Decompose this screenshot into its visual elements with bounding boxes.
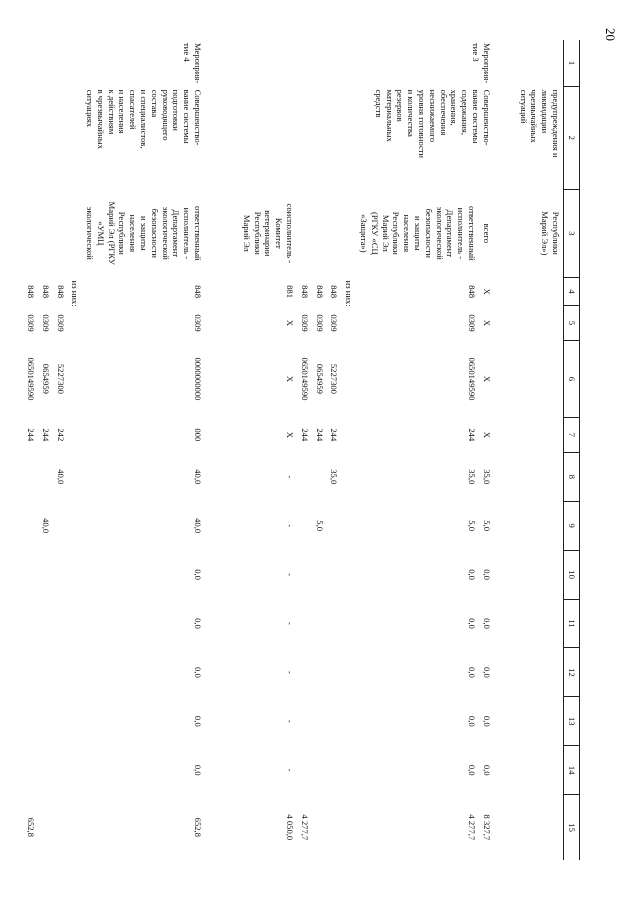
value-cell: 848	[467, 285, 478, 299]
cell-line: «Защита»)	[359, 214, 370, 253]
value-cell: 0,0	[467, 618, 478, 629]
value-cell	[23, 550, 38, 599]
cell-line: вание системы	[182, 89, 193, 144]
cell	[68, 452, 83, 501]
value-cell	[297, 550, 312, 599]
value-cell	[53, 648, 68, 697]
value-cell	[38, 599, 53, 648]
value-cell: 0,0	[193, 715, 204, 727]
cell	[68, 501, 83, 550]
cell-line: безопасности	[423, 208, 434, 258]
executor-cell	[68, 189, 83, 278]
header-cell: 15	[564, 795, 580, 860]
value-cell	[53, 746, 68, 795]
value-cell: 244	[40, 428, 51, 442]
cell	[516, 87, 564, 190]
value-cell	[327, 746, 342, 795]
executor-cell	[82, 189, 205, 278]
cell-line: населения	[128, 214, 139, 253]
executor-cell	[341, 189, 356, 278]
value-cell	[38, 697, 53, 746]
value-cell: 4 050,0	[285, 814, 296, 841]
page-number: 20	[603, 28, 618, 41]
spacer-cell	[494, 40, 516, 87]
header-cell: 5	[564, 306, 580, 341]
value-cell: 848	[55, 285, 66, 299]
value-cell: 244	[314, 428, 325, 442]
value-cell	[23, 452, 38, 501]
cell-line: «УМЦ	[95, 221, 106, 246]
value-cell: 244	[299, 428, 310, 442]
spacer-cell	[205, 648, 239, 697]
spacer-cell	[205, 189, 239, 278]
value-cell	[23, 599, 38, 648]
value-cell	[38, 452, 53, 501]
executor-cell	[53, 189, 68, 278]
cell-line: и количества	[406, 89, 417, 137]
cell	[68, 599, 83, 648]
value-cell	[312, 697, 327, 746]
executor-cell	[239, 189, 297, 278]
cell	[341, 697, 356, 746]
value-cell: X	[285, 319, 296, 327]
value-cell: 0650149590	[25, 357, 36, 401]
spacer-cell	[205, 697, 239, 746]
value-cell: 000	[193, 428, 204, 442]
cell-line: Республики	[252, 211, 263, 255]
value-cell	[312, 746, 327, 795]
measure-name	[239, 40, 494, 87]
value-cell: 848	[329, 285, 340, 299]
spacer-cell	[494, 501, 516, 550]
cell-line: Совершенство-	[193, 89, 204, 146]
cell	[516, 599, 564, 648]
value-cell: 0,0	[467, 764, 478, 776]
value-cell	[327, 501, 342, 550]
cell	[68, 550, 83, 599]
value-cell: 0654959	[40, 363, 51, 394]
value-cell	[38, 746, 53, 795]
cell	[516, 417, 564, 452]
header-cell: 14	[564, 746, 580, 795]
value-cell: 0,0	[193, 569, 204, 580]
value-cell: 5227300	[329, 363, 340, 394]
cell-line: Республики	[551, 211, 561, 255]
value-cell: 0309	[467, 314, 478, 332]
header-cell: 1	[564, 40, 580, 87]
value-cell: 0,0	[467, 667, 478, 678]
cell	[516, 189, 564, 278]
cell-line: Республики	[391, 211, 402, 255]
value-cell: X	[285, 375, 296, 383]
spacer-cell	[205, 746, 239, 795]
cell	[68, 697, 83, 746]
value-cell: 40,0	[55, 469, 66, 485]
spacer-cell	[205, 501, 239, 550]
cell	[516, 340, 564, 417]
spacer-cell	[205, 452, 239, 501]
cell	[341, 746, 356, 795]
cell-line: обеспечения	[438, 89, 449, 136]
measure-description	[239, 87, 494, 190]
header-cell: 10	[564, 550, 580, 599]
value-cell: 0309	[299, 314, 310, 332]
value-cell	[53, 550, 68, 599]
subheading-cell: из них:	[70, 280, 81, 307]
value-cell: 244	[25, 428, 36, 442]
cell-line: ситуациях	[85, 89, 96, 128]
value-cell	[312, 452, 327, 501]
spacer-cell	[205, 599, 239, 648]
spacer-cell	[494, 697, 516, 746]
spacer-cell	[494, 452, 516, 501]
cell-line: Мероприя-	[193, 43, 204, 84]
value-cell: -	[285, 622, 296, 625]
cell-line: и защиты	[413, 215, 424, 251]
value-cell	[312, 550, 327, 599]
cell	[516, 795, 564, 860]
value-cell: 881	[285, 285, 296, 299]
cell-line: тие 3	[471, 43, 482, 62]
value-cell: 848	[40, 285, 51, 299]
value-cell: 4 277,7	[467, 814, 478, 841]
value-cell: -	[285, 670, 296, 674]
header-row	[564, 40, 580, 860]
cell-line: Марий Эл (РГКУ	[106, 201, 117, 266]
value-cell	[312, 648, 327, 697]
value-cell: X	[481, 319, 492, 327]
value-cell: 0,0	[193, 764, 204, 776]
value-cell: 0650149590	[467, 357, 478, 401]
value-cell	[38, 648, 53, 697]
cell-line: экологической	[160, 206, 171, 260]
spacer-cell	[205, 417, 239, 452]
cell-line: средств	[373, 89, 384, 118]
header-cell: 4	[564, 278, 580, 306]
value-cell: 0,0	[481, 764, 492, 776]
value-cell: 0309	[193, 314, 204, 332]
cell-line: хранения,	[449, 89, 460, 126]
cell-line: и специалистов,	[139, 89, 150, 149]
executor-cell	[38, 189, 53, 278]
cell	[516, 746, 564, 795]
value-cell	[327, 795, 342, 860]
cell-line: и населения	[117, 89, 128, 134]
cell-line: тие 4	[182, 43, 193, 62]
value-cell: 242	[55, 428, 66, 442]
cell-line: уровня готовности	[417, 89, 428, 158]
cell	[516, 452, 564, 501]
value-cell: 848	[25, 285, 36, 299]
cell	[341, 452, 356, 501]
cell	[341, 648, 356, 697]
value-cell: X	[481, 431, 492, 438]
value-cell	[312, 795, 327, 860]
cell-line: исполнитель -	[456, 207, 467, 260]
value-cell: X	[285, 431, 296, 438]
cell	[68, 648, 83, 697]
value-cell: -	[285, 768, 296, 772]
value-cell: 35,0	[467, 469, 478, 485]
spacer-cell	[205, 306, 239, 341]
value-cell: -	[285, 524, 296, 528]
cell-line: ветеринарии	[263, 210, 274, 257]
value-cell	[297, 452, 312, 501]
budget-table	[23, 40, 580, 860]
m4-row	[82, 40, 205, 860]
cell-line: всего	[481, 223, 492, 244]
value-cell: X	[481, 288, 492, 295]
spacer-cell	[205, 340, 239, 417]
spacer-cell	[205, 87, 239, 190]
value-cell	[38, 550, 53, 599]
value-cell: 848	[299, 285, 310, 299]
cell-line: состава	[149, 89, 160, 118]
executor-cell	[479, 189, 494, 278]
value-cell	[297, 501, 312, 550]
header-cell: 13	[564, 697, 580, 746]
rotated-table-wrapper	[25, 40, 580, 860]
header-cell: 2	[564, 87, 580, 190]
spacer-cell	[205, 40, 239, 87]
cell-line: ликвидации	[540, 89, 551, 134]
cell	[516, 697, 564, 746]
value-cell: 35,0	[481, 469, 492, 485]
cell-line: вание системы	[471, 89, 482, 144]
value-cell	[327, 550, 342, 599]
cell-line: Совершенство-	[481, 89, 492, 146]
spacer-cell	[494, 87, 516, 190]
executor-cell	[23, 189, 38, 278]
value-cell: 0654959	[314, 363, 325, 394]
cell-line: в чрезвычайных	[95, 89, 106, 149]
spacer-cell	[494, 417, 516, 452]
value-cell	[297, 648, 312, 697]
cell	[341, 599, 356, 648]
value-cell: 244	[467, 428, 478, 442]
cell	[68, 746, 83, 795]
value-cell: 0,0	[481, 569, 492, 580]
cell-line: (РГКУ «СЦ	[369, 212, 380, 255]
spacer-row	[205, 40, 239, 860]
cell-line: содержания,	[460, 89, 471, 135]
spacer-cell	[494, 550, 516, 599]
value-cell: 40,0	[193, 518, 204, 534]
cell-line: ответственный	[467, 206, 478, 261]
value-cell	[23, 746, 38, 795]
value-cell	[53, 697, 68, 746]
value-cell: -	[285, 719, 296, 723]
spacer-cell	[494, 189, 516, 278]
value-cell: 848	[193, 285, 204, 299]
value-cell: 5,0	[314, 520, 325, 532]
cell	[68, 795, 83, 860]
value-cell: 0,0	[481, 715, 492, 727]
header-cell: 7	[564, 417, 580, 452]
cell-line: Департамент	[445, 209, 456, 258]
continuation-row	[516, 40, 564, 860]
cell	[516, 278, 564, 306]
value-cell	[327, 599, 342, 648]
cell-line: чрезвычайных	[529, 89, 540, 143]
value-cell: X	[481, 375, 492, 383]
value-cell: -	[285, 475, 296, 479]
header-cell: 3	[564, 189, 580, 278]
value-cell	[327, 648, 342, 697]
value-cell: 652,8	[25, 817, 36, 837]
value-cell	[297, 746, 312, 795]
cell	[341, 795, 356, 860]
value-cell: 0000000000	[193, 357, 204, 401]
cell-line: к действиям	[106, 89, 117, 135]
executor-cell	[312, 189, 327, 278]
cell-line: соисполнитель -	[285, 203, 296, 264]
value-cell: 244	[329, 428, 340, 442]
value-cell: 652,8	[193, 817, 204, 837]
value-cell: 0,0	[467, 715, 478, 727]
cell-line: и защиты	[139, 215, 150, 251]
cell-line: Департамент	[171, 209, 182, 258]
value-cell: 5227300	[55, 363, 66, 394]
subheading-cell: из них:	[344, 280, 355, 307]
header-cell: 9	[564, 501, 580, 550]
value-cell	[53, 599, 68, 648]
spacer-cell	[494, 795, 516, 860]
value-cell	[23, 648, 38, 697]
value-cell: 0309	[329, 314, 340, 332]
spacer-cell	[494, 648, 516, 697]
cell-line: ситуаций	[518, 89, 529, 124]
cell-line: резервов	[395, 89, 406, 122]
spacer-cell	[205, 795, 239, 860]
cell-line: безопасности	[149, 208, 160, 258]
value-cell	[53, 795, 68, 860]
value-cell: 0,0	[481, 618, 492, 629]
executor-cell	[297, 189, 312, 278]
value-cell: 0309	[55, 314, 66, 332]
cell-line: неснижаемого	[427, 89, 438, 143]
cell-line: ответственный	[193, 206, 204, 261]
value-cell: -	[285, 573, 296, 576]
header-cell: 12	[564, 648, 580, 697]
cell-line: предупреждения и	[551, 89, 561, 158]
cell	[516, 306, 564, 341]
value-cell: 40,0	[193, 469, 204, 485]
cell-line: исполнитель -	[182, 207, 193, 260]
value-cell: 0,0	[193, 667, 204, 678]
executor-cell	[327, 189, 342, 278]
value-cell	[53, 501, 68, 550]
header-cell: 11	[564, 599, 580, 648]
cell-line: Марий Эл	[241, 214, 252, 252]
cell-line: руководящего	[160, 89, 171, 141]
spacer-cell	[205, 278, 239, 306]
cell-line: спасателей	[128, 89, 139, 130]
value-cell	[38, 795, 53, 860]
spacer-cell	[494, 306, 516, 341]
cell	[516, 501, 564, 550]
cell	[341, 550, 356, 599]
value-cell	[312, 599, 327, 648]
cell-line: материальных	[384, 89, 395, 142]
m3-row	[479, 40, 494, 860]
value-cell: 0309	[40, 314, 51, 332]
cell-line: Марий Эл	[380, 214, 391, 252]
value-cell: 0309	[25, 314, 36, 332]
value-cell: 0309	[314, 314, 325, 332]
spacer-cell	[494, 746, 516, 795]
cell	[516, 40, 564, 87]
value-cell: 4 277,7	[299, 814, 310, 841]
cell-line: экологической	[434, 206, 445, 260]
cell-line: Республики	[117, 211, 128, 255]
value-cell	[23, 501, 38, 550]
measure-name	[23, 40, 205, 87]
value-cell	[297, 697, 312, 746]
value-cell: 0,0	[481, 667, 492, 678]
value-cell: 848	[314, 285, 325, 299]
value-cell	[23, 697, 38, 746]
spacer-cell	[494, 599, 516, 648]
value-cell: 40,0	[40, 518, 51, 534]
spacer-cell	[205, 550, 239, 599]
cell-line: экологической	[85, 206, 96, 260]
cell	[516, 550, 564, 599]
value-cell	[297, 599, 312, 648]
value-cell: 0650149590	[299, 357, 310, 401]
value-cell: 5,0	[467, 520, 478, 532]
value-cell: 8 327,7	[481, 814, 492, 841]
executor-cell	[356, 189, 479, 278]
spacer-row	[494, 40, 516, 860]
cell-line: Комитет	[274, 217, 285, 249]
value-cell: 0,0	[193, 618, 204, 629]
measure-description	[23, 87, 205, 190]
cell-line: населения	[402, 214, 413, 253]
header-cell: 8	[564, 452, 580, 501]
spacer-cell	[494, 340, 516, 417]
cell-line: Марий Эл»)	[540, 211, 551, 256]
header-cell: 6	[564, 340, 580, 417]
value-cell	[327, 697, 342, 746]
value-cell: 35,0	[329, 469, 340, 485]
value-cell: 5,0	[481, 520, 492, 532]
cell	[516, 648, 564, 697]
spacer-cell	[494, 278, 516, 306]
cell	[341, 501, 356, 550]
cell-line: Мероприя-	[481, 43, 492, 84]
value-cell: 0,0	[467, 569, 478, 580]
cell-line: подготовки	[171, 89, 182, 131]
